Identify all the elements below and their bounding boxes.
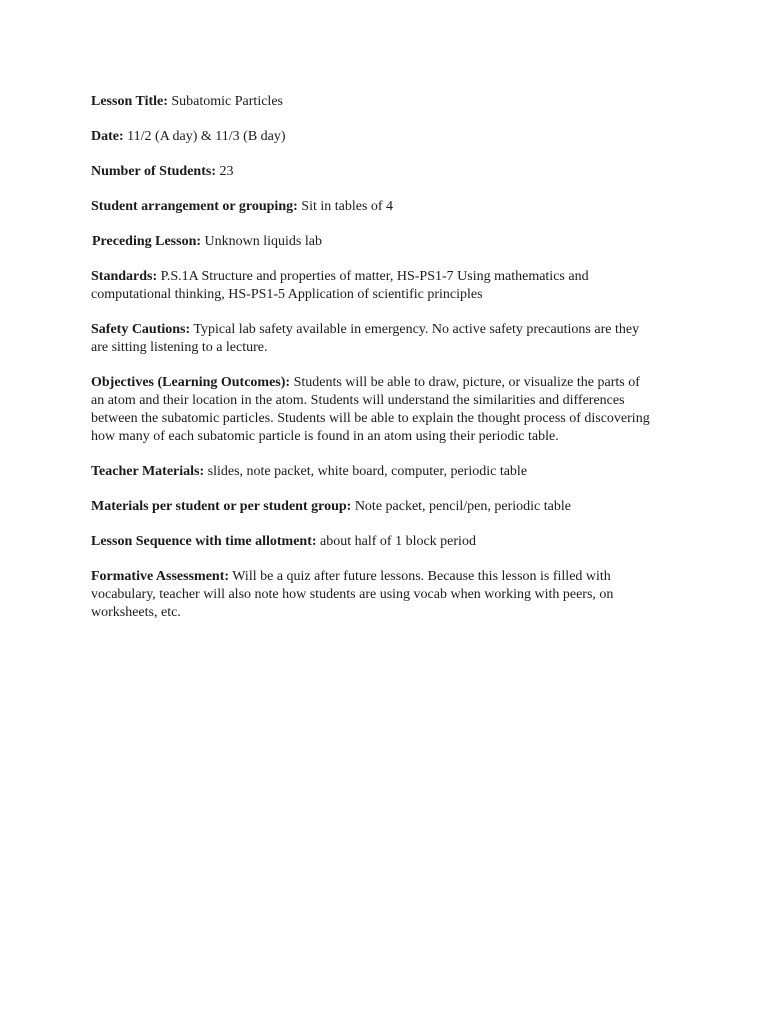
field-value: Will be a quiz after future lessons. Because this lesson is filled with vocabulary, teacher will also note how students are using vocab when working with peers, on worksheets, etc. — [91, 569, 614, 620]
field-value: about half of 1 block period — [320, 534, 476, 549]
field-value: 23 — [219, 164, 234, 179]
field-label: Student arrangement or grouping: — [91, 199, 298, 214]
field-label: Lesson Title: — [91, 94, 168, 109]
field-value: Unknown liquids lab — [204, 234, 322, 249]
field-label: Materials per student or per student group: — [91, 499, 352, 514]
field-label: Number of Students: — [91, 164, 216, 179]
field-safety-cautions — [91, 321, 651, 357]
field-value: Typical lab safety available in emergency. No active safety precautions are they are sitting listening to a lecture. — [91, 322, 640, 355]
field-date — [91, 128, 651, 146]
field-student-arrangement — [91, 198, 651, 216]
field-value: Note packet, pencil/pen, periodic table — [354, 499, 571, 514]
field-value: Students will be able to draw, picture, or visualize the parts of an atom and their location in the atom. Students will understand the similarities and differences between the subatomic particles. Students will be able to explain the thought process of discovering how many of each subatomic particle is found in an atom using their periodic table. — [91, 375, 650, 444]
field-label: Date: — [91, 129, 124, 144]
field-value: 11/2 (A day) & 11/3 (B day) — [127, 129, 286, 144]
field-number-of-students — [91, 163, 651, 181]
field-label: Standards: — [91, 269, 158, 284]
field-standards — [91, 268, 651, 304]
field-teacher-materials — [91, 463, 651, 481]
field-label: Lesson Sequence with time allotment: — [91, 534, 317, 549]
field-label: Formative Assessment: — [91, 569, 230, 584]
field-preceding-lesson — [91, 233, 651, 251]
field-label: Teacher Materials: — [91, 464, 205, 479]
field-label: Safety Cautions: — [91, 322, 191, 337]
lesson-plan-body — [91, 93, 651, 639]
field-label: Preceding Lesson: — [92, 234, 202, 249]
field-lesson-title — [91, 93, 651, 111]
field-student-materials — [91, 498, 651, 516]
field-formative-assessment — [91, 568, 651, 622]
field-value: Subatomic Particles — [171, 94, 283, 109]
field-value: Sit in tables of 4 — [301, 199, 394, 214]
field-objectives — [91, 374, 651, 446]
field-value: slides, note packet, white board, computer, periodic table — [207, 464, 528, 479]
field-lesson-sequence — [91, 533, 651, 551]
field-value: P.S.1A Structure and properties of matter, HS-PS1-7 Using mathematics and computational thinking, HS-PS1-5 Application of scientific principles — [91, 269, 589, 302]
field-label: Objectives (Learning Outcomes): — [91, 375, 291, 390]
